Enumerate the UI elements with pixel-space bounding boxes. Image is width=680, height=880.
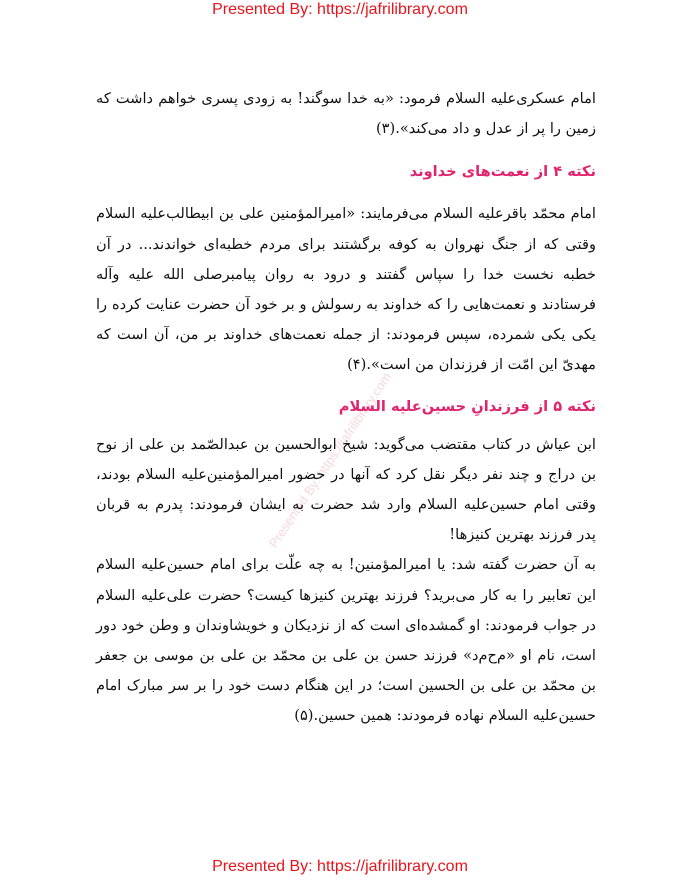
page-body: [96, 84, 596, 732]
paragraph: ابن عیاش در کتاب مقتضب می‌گوید: شیخ ابوالحسین بن عبدالصّمد بن علی از نوح بن دراج و چند نفر دیگر نقل کرد که آنها در حضور امیرالمؤمنین‌علیه السلام بودند، وقتی امام حسین‌علیه السلام وارد شد حضرت به ایشان فرمودند: پدرم به قربان پدر فرزند بهترین کنیزها!: [96, 435, 596, 544]
section-heading: نکته ۴ از نعمت‌های خداوند: [409, 163, 596, 181]
paragraph: امام محمّد باقرعلیه السلام می‌فرمایند: «امیرالمؤمنین علی بن ابیطالب‌علیه السلام وقتی که از جنگ نهروان به کوفه برگشتند برای مردم خطبه‌ای خواندند... در آن خطبه نخست خدا را سپاس گفتند و درود به روان پیامبرصلی الله علیه وآله فرستادند و نعمت‌هایی را که خداوند به رسولش و بر خود آن حضرت عنایت کرده را یکی یکی شمرده، سپس فرمودند: از جمله نعمت‌های خداوند بر من، آن است که مهدیّ این امّت از فرزندان من است».(۴): [96, 205, 596, 374]
footer-banner: Presented By: https://jafrilibrary.com: [212, 858, 468, 875]
watermark-text: Presented By: https://jafrilibrary.com: [265, 369, 395, 551]
paragraph: امام عسکری‌علیه السلام فرمود: «به خدا سوگند! به زودی پسری خواهم داشت که زمین را پر از عدل و داد می‌کند».(۳): [96, 90, 596, 138]
paragraph: به آن حضرت گفته شد: یا امیرالمؤمنین! به چه علّت برای امام حسین‌علیه السلام این تعابیر را به کار می‌برید؟ فرزند بهترین کنیزها کیست؟ حضرت علی‌علیه السلام در جواب فرمودند: او گمشده‌ای است که از نزدیکان و خویشاوندان و وطن خود دور است، نام او «م‌ح‌م‌د» فرزند حسن بن علی بن محمّد بن علی بن موسی بن جعفر بن محمّد بن علی بن الحسین است؛ در این هنگام دست خود را بر سر مبارک امام حسین‌علیه السلام نهاده فرمودند: همین حسین.(۵): [96, 556, 596, 725]
header-banner: Presented By: https://jafrilibrary.com: [212, 1, 468, 18]
section-heading: نکته ۵ از فرزندانِ حسین‌علیه السلام: [338, 397, 596, 415]
